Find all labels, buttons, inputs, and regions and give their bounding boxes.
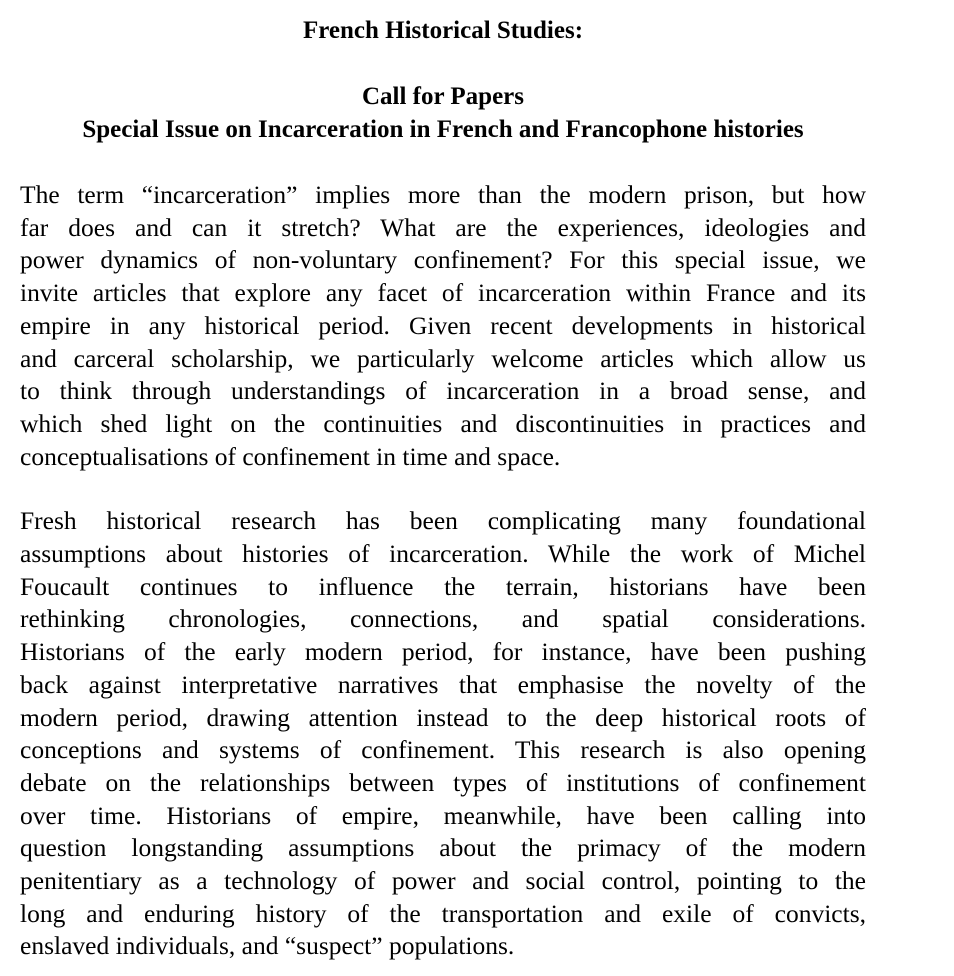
paragraph-line: over time. Historians of empire, meanwhile, have been calling into: [20, 800, 866, 830]
paragraph-line: debate on the relationships between types of institutions of confinement: [20, 767, 866, 797]
paragraph-line: power dynamics of non-voluntary confinement? For this special issue, we: [20, 245, 866, 275]
paragraph-line: Fresh historical research has been complicating many foundational: [20, 506, 866, 536]
paragraph-line: Foucault continues to influence the terrain, historians have been: [20, 571, 866, 601]
paragraph-line: which shed light on the continuities and discontinuities in practices and: [20, 408, 866, 438]
paragraph-line: to think through understandings of incarceration in a broad sense, and: [20, 376, 866, 406]
paragraph-line: penitentiary as a technology of power and social control, pointing to the: [20, 866, 866, 896]
paragraph-line: empire in any historical period. Given recent developments in historical: [20, 310, 866, 340]
paragraph-line: invite articles that explore any facet of incarceration within France and its: [20, 278, 866, 308]
paragraph-line: conceptions and systems of confinement. This research is also opening: [20, 735, 866, 765]
paragraph-line: rethinking chronologies, connections, and spatial considerations.: [20, 604, 866, 634]
document-page: [20, 14, 866, 963]
paragraph-line: enslaved individuals, and “suspect” populations.: [20, 931, 515, 961]
paragraph-line: modern period, drawing attention instead to the deep historical roots of: [20, 702, 866, 732]
paragraph-introduction: [20, 179, 866, 473]
call-for-papers-heading: Call for Papers: [361, 83, 524, 110]
paragraph-line: question longstanding assumptions about the primacy of the modern: [20, 833, 866, 863]
special-issue-title: Special Issue on Incarceration in French and Francophone histories: [82, 116, 804, 143]
paragraph-line: Historians of the early modern period, for instance, have been pushing: [20, 637, 866, 667]
paragraph-line: and carceral scholarship, we particularly welcome articles which allow us: [20, 343, 866, 373]
paragraph-research-context: [20, 505, 866, 963]
paragraph-line: The term “incarceration” implies more than the modern prison, but how: [20, 180, 866, 209]
paragraph-line: long and enduring history of the transportation and exile of convicts,: [20, 898, 866, 928]
paragraph-line: far does and can it stretch? What are the experiences, ideologies and: [20, 212, 866, 242]
paragraph-line: back against interpretative narratives that emphasise the novelty of the: [20, 669, 866, 699]
paragraph-line: assumptions about histories of incarceration. While the work of Michel: [20, 539, 866, 569]
journal-title: French Historical Studies:: [302, 17, 584, 44]
paragraph-line: conceptualisations of confinement in time and space.: [20, 441, 561, 471]
